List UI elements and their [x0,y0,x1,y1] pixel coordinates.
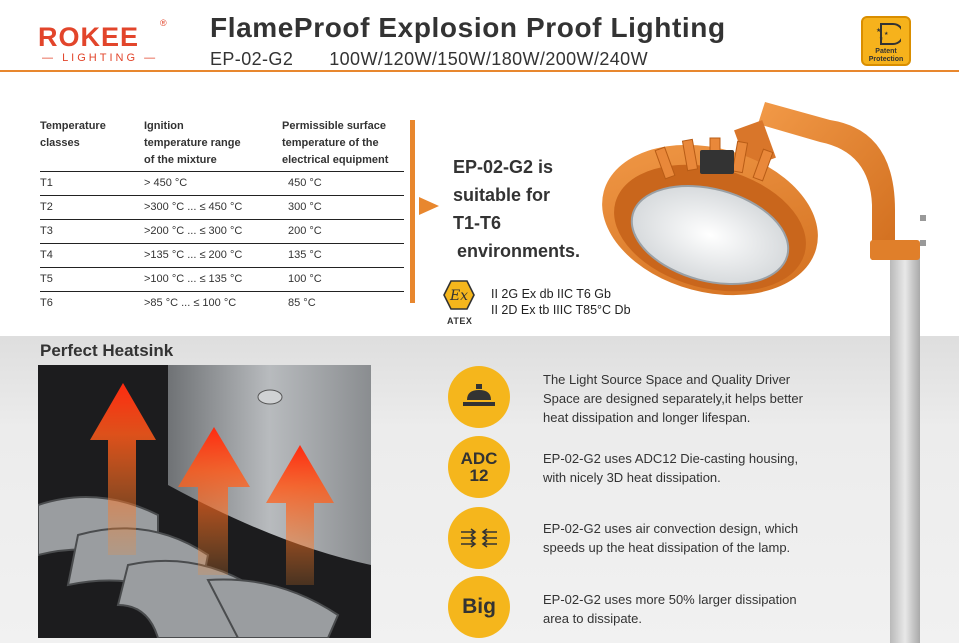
lamp-icon [459,382,499,412]
power-options: 100W/120W/150W/180W/200W/240W [329,49,648,69]
header-ignition-range: Ignition temperature range of the mixture [144,120,241,166]
model-number: EP-02-G2 [210,49,294,69]
brand-name: ROKEE [38,22,140,52]
feature-text-4: EP-02-G2 uses more 50% larger dissipation area to dissipate. [543,592,797,626]
feature-text-2: EP-02-G2 uses ADC12 Die-casting housing, with nicely 3D heat dissipation. [543,451,799,485]
lamp-illustration [590,90,950,643]
atex-hexagon-icon [443,280,475,310]
heatsink-image [38,365,371,638]
svg-text:Ex: Ex [449,288,469,304]
feature-adc12-badge [448,436,510,498]
page-title: FlameProof Explosion Proof Lighting [210,12,726,43]
svg-text:★: ★ [879,36,884,42]
table-row: T4 >135 °C ... ≤ 200 °C 135 °C [40,244,404,268]
table-row: T3 >200 °C ... ≤ 300 °C 200 °C [40,220,404,244]
header-divider [0,70,959,72]
table-row: T1 > 450 °C 450 °C [40,172,404,196]
air-convection-icon [459,526,499,550]
patent-text: Patent Protection [868,48,904,63]
temperature-table [40,118,404,316]
header-temperature-classes: Temperature classes [40,120,106,149]
feature-lamp-icon [448,366,510,428]
svg-text:★: ★ [876,27,882,34]
atex-label: ATEX [447,316,473,326]
feature-big-badge [448,576,510,638]
model-line [210,49,648,70]
svg-text:★: ★ [884,31,889,37]
brand-logo [38,18,168,64]
arrow-right-icon [419,197,439,215]
table-row: T6 >85 °C ... ≤ 100 °C 85 °C [40,297,316,309]
feature-text-3: EP-02-G2 uses air convection design, which speeds up the heat dissipation of the lamp. [543,521,799,555]
brand-sub: — LIGHTING — [42,52,159,64]
header-surface-temperature: Permissible surface temperature of the electrical equipment [282,120,389,166]
patent-icon [873,22,901,48]
accent-bar [410,120,415,303]
patent-badge [861,16,911,66]
heatsink-title: Perfect Heatsink [40,341,174,360]
big-badge-text: Big [462,595,496,618]
registered-mark: ® [160,18,167,28]
suitability-statement: EP-02-G2 is suitable for T1-T6 environments. [453,157,581,261]
table-row: T5 >100 °C ... ≤ 135 °C 100 °C [40,268,404,292]
feature-text-1: The Light Source Space and Quality Driver Space are designed separately,it helps better heat dissipation and longer lifespan. [543,372,803,425]
adc12-badge-text: ADC 12 [460,449,498,485]
header [0,0,959,72]
table-header [40,118,404,172]
atex-codes: II 2G Ex db IIC T6 Gb II 2D Ex tb IIIC T85°C Db [491,287,631,317]
feature-air-convection [448,507,510,569]
table-row: T2 >300 °C ... ≤ 450 °C 300 °C [40,196,404,220]
